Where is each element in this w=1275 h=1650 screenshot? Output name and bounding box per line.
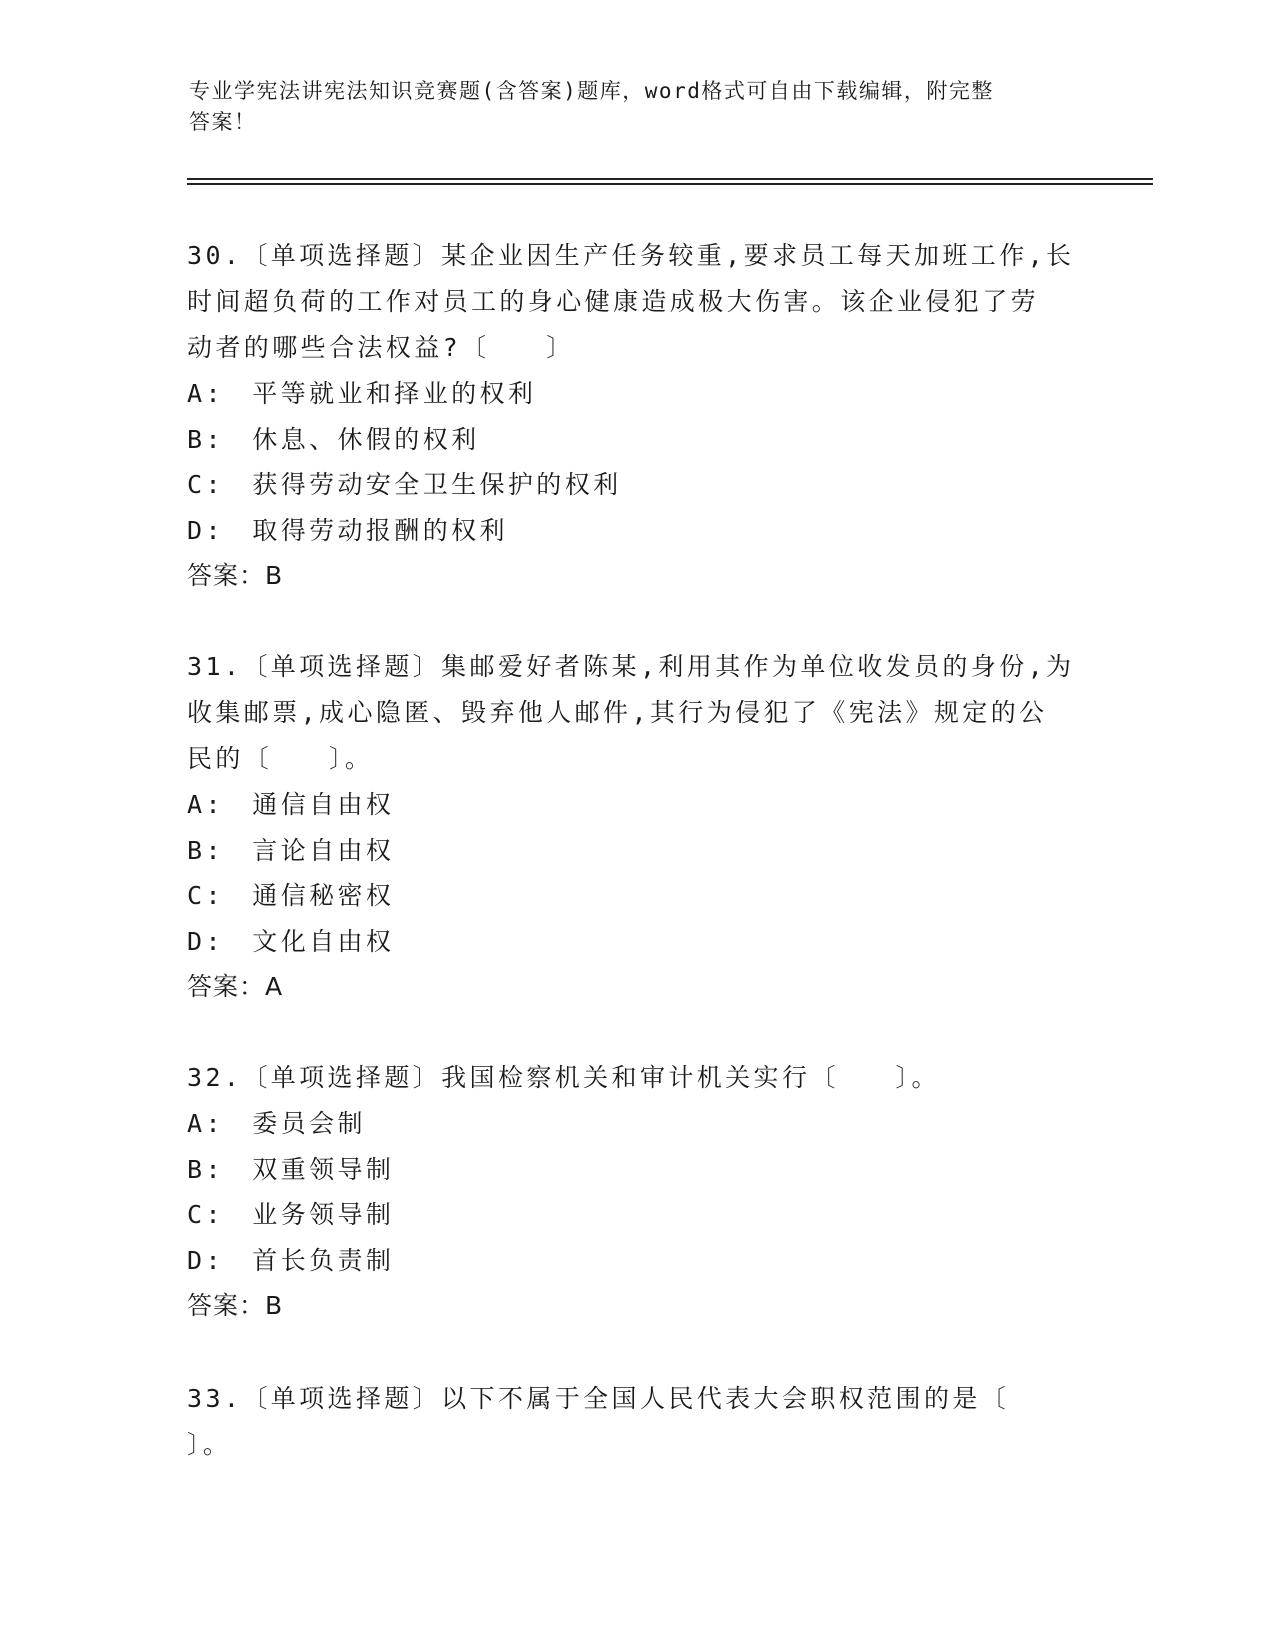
document-header: [189, 76, 1089, 138]
question-32: [187, 1055, 1087, 1329]
header-divider-bottom: [187, 183, 1153, 185]
question-33: [187, 1376, 1087, 1468]
option-d: D: 取得劳动报酬的权利: [187, 515, 508, 545]
question-stem-line: 30.〔单项选择题〕某企业因生产任务较重,要求员工每天加班工作,长: [187, 241, 1075, 270]
option-a: A: 通信自由权: [187, 790, 395, 819]
option-a: A: 委员会制: [187, 1109, 366, 1138]
question-stem-line: 31.〔单项选择题〕集邮爱好者陈某,利用其作为单位收发员的身份,为: [187, 652, 1075, 681]
option-d: D: 首长负责制: [187, 1245, 395, 1275]
answer-line: 答案：B: [187, 1291, 284, 1320]
question-31: [187, 644, 1087, 1010]
option-b: B: 言论自由权: [187, 835, 395, 865]
question-stem-line: 33.〔单项选择题〕以下不属于全国人民代表大会职权范围的是〔: [187, 1384, 1010, 1413]
question-stem-line: 〕。: [187, 1430, 232, 1459]
header-line-2: 答案！: [189, 110, 257, 134]
question-stem-line: 民的〔 〕。: [187, 744, 374, 773]
answer-line: 答案：B: [187, 561, 284, 590]
option-d: D: 文化自由权: [187, 926, 395, 956]
question-stem-line: 收集邮票,成心隐匿、毁弃他人邮件,其行为侵犯了《宪法》规定的公: [187, 698, 1048, 727]
header-line-1: 专业学宪法讲宪法知识竞赛题(含答案)题库，word格式可自由下载编辑，附完整: [189, 79, 994, 103]
option-b: B: 休息、休假的权利: [187, 424, 480, 454]
option-b: B: 双重领导制: [187, 1154, 395, 1184]
question-stem-line: 32.〔单项选择题〕我国检察机关和审计机关实行〔 〕。: [187, 1063, 940, 1092]
question-30: [187, 233, 1087, 599]
question-stem-line: 动者的哪些合法权益?〔 〕: [187, 333, 575, 362]
header-divider-top: [187, 178, 1153, 180]
option-a: A: 平等就业和择业的权利: [187, 379, 537, 408]
answer-line: 答案：A: [187, 972, 284, 1001]
option-c: C: 获得劳动安全卫生保护的权利: [187, 470, 622, 499]
option-c: C: 通信秘密权: [187, 881, 395, 910]
option-c: C: 业务领导制: [187, 1200, 395, 1229]
question-stem-line: 时间超负荷的工作对员工的身心健康造成极大伤害。该企业侵犯了劳: [187, 287, 1040, 316]
